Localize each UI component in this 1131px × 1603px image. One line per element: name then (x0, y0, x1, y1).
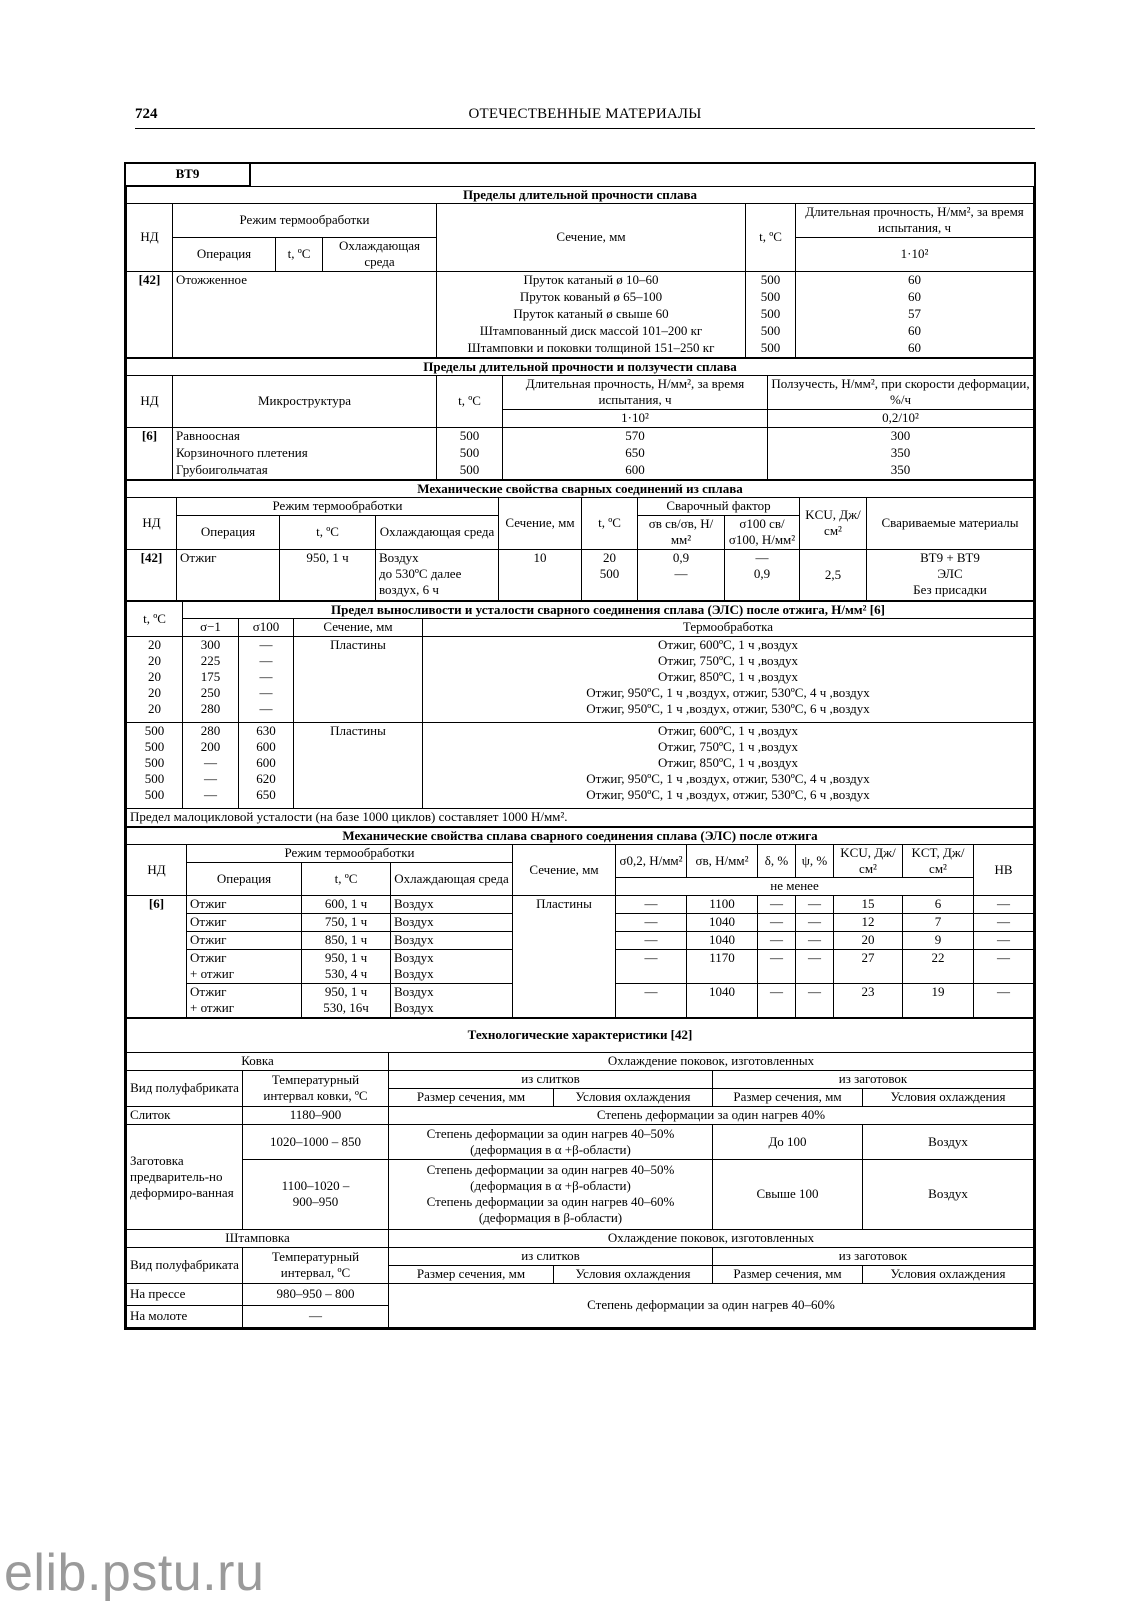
watermark: elib.pstu.ru (4, 1544, 265, 1602)
table-cell: Степень деформации за один нагрев 40% (389, 1106, 1034, 1124)
table-cell: — (796, 913, 834, 931)
col-header: Свариваемые материалы (867, 497, 1034, 549)
col-header: Размер сечения, мм (389, 1265, 554, 1283)
table-cell: 500 (746, 306, 796, 323)
section-title: Предел выносливости и усталости сварного соединения сплава (ЭЛС) после отжига, Н/мм² [6] (183, 601, 1034, 618)
section-title: Пределы длительной прочности и ползучести сплава (127, 358, 1034, 375)
table-cell: 500 (437, 445, 503, 462)
col-header: НД (127, 497, 177, 549)
table-cell: 500 (746, 289, 796, 306)
table-cell: — (796, 895, 834, 913)
table-cell: 850, 1 ч (302, 931, 391, 949)
alloy-data-sheet (124, 162, 1036, 1330)
table-cell: 1040 (687, 913, 758, 931)
table-cell: 350 (768, 462, 1034, 480)
col-header: Ползучесть, Н/мм², при скорости деформации, %/ч (768, 375, 1034, 409)
col-header: Условия охлаждения (863, 1265, 1034, 1283)
col-header: σ−1 (183, 618, 239, 636)
col-header: KCU, Дж/см² (800, 497, 867, 549)
col-header: Температурный интервал ковки, ºC (243, 1070, 389, 1106)
table-cell: 23 (834, 983, 903, 1017)
col-header: t, ºC (276, 237, 323, 271)
table-cell: — (974, 931, 1034, 949)
table-cell: Пластины (294, 722, 423, 808)
table-cell: — (974, 983, 1034, 1017)
table-cell: Воздух (863, 1159, 1034, 1229)
table-cell: 950, 1 ч 530, 4 ч (302, 949, 391, 983)
table-cell: Слиток (127, 1106, 243, 1124)
table-cell: Степень деформации за один нагрев 40–50% (деформация в α +β-области) (389, 1124, 713, 1159)
page-header (135, 106, 1035, 129)
col-header: Сварочный фактор (638, 497, 800, 515)
col-header: σ100 св/σ100, Н/мм² (725, 515, 800, 549)
table-cell: — (758, 913, 796, 931)
table-cell: Степень деформации за один нагрев 40–50% (деформация в α +β-области) Степень деформации за один нагрев 40–60% (деформация в β-области) (389, 1159, 713, 1229)
page-number: 724 (135, 106, 158, 122)
operation: Отжиг (177, 549, 280, 600)
table-cell: 60 (796, 271, 1034, 289)
table-cell: 1020–1000 – 850 (243, 1124, 389, 1159)
reference: [42] (127, 549, 177, 600)
weld-properties-table (126, 480, 1034, 601)
col-header: НД (127, 844, 187, 895)
section-title: Механические свойства сплава сварного соединения сплава (ЭЛС) после отжига (127, 827, 1034, 844)
table-cell: 1170 (687, 949, 758, 983)
col-header: δ, % (758, 844, 796, 877)
col-header: Условия охлаждения (554, 1088, 713, 1106)
table-cell: — (974, 913, 1034, 931)
table-cell: Воздух (391, 913, 513, 931)
fatigue-table (126, 601, 1034, 827)
table-cell: 980–950 – 800 (243, 1283, 389, 1305)
table-cell: 950, 1 ч 530, 16ч (302, 983, 391, 1017)
col-header: Охлаждающая среда (323, 237, 437, 271)
table-cell: — (758, 895, 796, 913)
table-cell: — (758, 949, 796, 983)
col-header: не менее (616, 877, 974, 895)
table-cell: 500 500 500 500 500 (127, 722, 183, 808)
col-header: σв, Н/мм² (687, 844, 758, 877)
table-cell: Отжиг (187, 913, 302, 931)
table-cell: — (796, 983, 834, 1017)
table-cell: 750, 1 ч (302, 913, 391, 931)
reference: [6] (127, 427, 173, 479)
table-cell: 570 (503, 427, 768, 445)
table-cell: — (796, 931, 834, 949)
table-cell: 500 (746, 271, 796, 289)
table-note: Предел малоцикловой усталости (на базе 1000 циклов) составляет 1000 Н/мм². (127, 808, 1034, 826)
welded-materials: ВТ9 + ВТ9 ЭЛС Без присадки (867, 549, 1034, 600)
col-header: Сечение, мм (499, 497, 582, 549)
table-cell: Пруток катаный ø свыше 60 (437, 306, 746, 323)
table-cell: 650 (503, 445, 768, 462)
reference: [6] (127, 895, 187, 1017)
col-header: 0,2/10² (768, 409, 1034, 427)
table-cell: 57 (796, 306, 1034, 323)
col-header: из слитков (389, 1247, 713, 1265)
col-header: Размер сечения, мм (713, 1265, 863, 1283)
col-header: t, ºC (127, 601, 183, 636)
col-header: Операция (187, 862, 302, 895)
table-cell: 1180–900 (243, 1106, 389, 1124)
col-header: Охлаждающая среда (391, 862, 513, 895)
table-cell: 20 20 20 20 20 (127, 636, 183, 722)
col-header: из заготовок (713, 1247, 1034, 1265)
table-cell: Воздух Воздух (391, 983, 513, 1017)
col-header: KCT, Дж/см² (903, 844, 974, 877)
table-cell: До 100 (713, 1124, 863, 1159)
col-header: t, ºC (437, 375, 503, 427)
col-header: Ковка (127, 1052, 389, 1070)
table-cell: На молоте (127, 1305, 243, 1327)
weld-factor-1: 0,9 — (638, 549, 725, 600)
table-cell: Пруток кованый ø 65–100 (437, 289, 746, 306)
table-cell: — (974, 895, 1034, 913)
creep-strength-table (126, 358, 1034, 480)
col-header: ψ, % (796, 844, 834, 877)
col-header: Размер сечения, мм (713, 1088, 863, 1106)
table-cell: 15 (834, 895, 903, 913)
table-cell: Отжиг, 600ºC, 1 ч ,воздух Отжиг, 750ºC, 1 ч ,воздух Отжиг, 850ºC, 1 ч ,воздух Отжиг, 950ºC, 1 ч ,воздух, отжиг, 530ºC, 4 ч ,воздух Отжиг, 950ºC, 1 ч ,воздух, отжиг, 530ºC, 6 ч ,воздух (423, 636, 1034, 722)
table-cell: — (616, 931, 687, 949)
reference: [42] (127, 271, 173, 357)
col-header: t, ºC (746, 203, 796, 271)
table-cell: Штампованный диск массой 101–200 кг (437, 323, 746, 340)
col-header: Микроструктура (173, 375, 437, 427)
table-cell: 1040 (687, 983, 758, 1017)
col-header: Длительная прочность, Н/мм², за время испытания, ч (796, 203, 1034, 237)
table-cell: Свыше 100 (713, 1159, 863, 1229)
table-cell: 350 (768, 445, 1034, 462)
table-cell: Штамповки и поковки толщиной 151–250 кг (437, 340, 746, 358)
col-header: Сечение, мм (437, 203, 746, 271)
running-title: ОТЕЧЕСТВЕННЫЕ МАТЕРИАЛЫ (468, 106, 702, 122)
table-cell: — — — — — (239, 636, 294, 722)
col-header: Операция (177, 515, 280, 549)
table-cell: 60 (796, 340, 1034, 358)
col-header: HB (974, 844, 1034, 895)
process-characteristics-table (126, 1018, 1034, 1328)
col-header: Термообработка (423, 618, 1034, 636)
table-cell: 12 (834, 913, 903, 931)
table-cell: 60 (796, 289, 1034, 306)
table-cell: 300 (768, 427, 1034, 445)
section-title: Механические свойства сварных соединений из сплава (127, 480, 1034, 497)
table-cell: 27 (834, 949, 903, 983)
table-cell: Отжиг, 600ºC, 1 ч ,воздух Отжиг, 750ºC, 1 ч ,воздух Отжиг, 850ºC, 1 ч ,воздух Отжиг, 950ºC, 1 ч ,воздух, отжиг, 530ºC, 4 ч ,воздух Отжиг, 950ºC, 1 ч ,воздух, отжиг, 530ºC, 6 ч ,воздух (423, 722, 1034, 808)
test-temperature: 20 500 (582, 549, 638, 600)
table-cell: 60 (796, 323, 1034, 340)
table-cell: Степень деформации за один нагрев 40–60% (389, 1283, 1034, 1327)
table-cell: 500 (437, 462, 503, 480)
table-cell: Воздух (863, 1124, 1034, 1159)
table-cell: Пластины (294, 636, 423, 722)
weld-factor-2: — 0,9 (725, 549, 800, 600)
col-header: 1·10² (503, 409, 768, 427)
table-cell: Равноосная (173, 427, 437, 445)
section-title: Технологические характеристики [42] (127, 1018, 1034, 1052)
kcu-value: 2,5 (800, 549, 867, 600)
table-cell: 300 225 175 250 280 (183, 636, 239, 722)
col-header: Сечение, мм (513, 844, 616, 895)
table-cell: — (616, 895, 687, 913)
table-cell: — (974, 949, 1034, 983)
col-header: Сечение, мм (294, 618, 423, 636)
table-cell: Воздух (391, 931, 513, 949)
table-cell: 6 (903, 895, 974, 913)
col-header: Вид полуфабриката (127, 1247, 243, 1283)
col-header: Охлаждение поковок, изготовленных (389, 1229, 1034, 1247)
col-header: НД (127, 203, 173, 271)
table-cell: 600 (503, 462, 768, 480)
table-cell: Отжиг (187, 931, 302, 949)
table-cell: На прессе (127, 1283, 243, 1305)
col-header: Условия охлаждения (863, 1088, 1034, 1106)
col-header: σ0,2, Н/мм² (616, 844, 687, 877)
col-header: 1·10² (796, 237, 1034, 271)
table-cell: 630 600 600 620 650 (239, 722, 294, 808)
section-title: Пределы длительной прочности сплава (127, 186, 1034, 203)
col-header: НД (127, 375, 173, 427)
table-cell: — (243, 1305, 389, 1327)
table-cell: Пруток катаный ø 10–60 (437, 271, 746, 289)
temperature: 950, 1 ч (280, 549, 376, 600)
col-header: σ100 (239, 618, 294, 636)
table-cell: Воздух (391, 895, 513, 913)
col-header: t, ºC (302, 862, 391, 895)
table-cell: 500 (746, 340, 796, 358)
col-header: Режим термообработки (173, 203, 437, 237)
col-header: Охлаждающая среда (376, 515, 499, 549)
col-header: Штамповка (127, 1229, 389, 1247)
col-header: t, ºC (582, 497, 638, 549)
alloy-label-table (126, 164, 1034, 186)
table-cell: 1100–1020 – 900–950 (243, 1159, 389, 1229)
col-header: из заготовок (713, 1070, 1034, 1088)
table-cell: Корзиночного плетения (173, 445, 437, 462)
col-header: Режим термообработки (187, 844, 513, 862)
table-cell: Отжиг (187, 895, 302, 913)
table-cell: — (616, 949, 687, 983)
col-header: Размер сечения, мм (389, 1088, 554, 1106)
col-header: Температурный интервал, ºC (243, 1247, 389, 1283)
col-header: из слитков (389, 1070, 713, 1088)
cooling-medium: Воздух до 530ºC далее воздух, 6 ч (376, 549, 499, 600)
col-header: Условия охлаждения (554, 1265, 713, 1283)
alloy-name: ВТ9 (126, 164, 250, 185)
table-cell: Отжиг + отжиг (187, 983, 302, 1017)
table-cell: 280 200 — — — (183, 722, 239, 808)
col-header: Вид полуфабриката (127, 1070, 243, 1106)
table-cell: 600, 1 ч (302, 895, 391, 913)
table-cell: — (796, 949, 834, 983)
col-header: Длительная прочность, Н/мм², за время испытания, ч (503, 375, 768, 409)
table-cell: Заготовка предваритель-но деформиро-ванная (127, 1124, 243, 1229)
col-header: t, ºC (280, 515, 376, 549)
col-header: Операция (173, 237, 276, 271)
col-header: Режим термообработки (177, 497, 499, 515)
table-cell: Грубоигольчатая (173, 462, 437, 480)
table-cell: — (758, 931, 796, 949)
table-cell: 1040 (687, 931, 758, 949)
table-cell: 22 (903, 949, 974, 983)
table-cell: 500 (437, 427, 503, 445)
table-cell: 9 (903, 931, 974, 949)
section-size: 10 (499, 549, 582, 600)
weld-mechanical-table (126, 827, 1034, 1018)
col-header: Охлаждение поковок, изготовленных (389, 1052, 1034, 1070)
table-cell: Отжиг + отжиг (187, 949, 302, 983)
creep-rupture-table (126, 186, 1034, 358)
col-header: KCU, Дж/см² (834, 844, 903, 877)
table-cell: 7 (903, 913, 974, 931)
table-cell: Воздух Воздух (391, 949, 513, 983)
table-cell: 1100 (687, 895, 758, 913)
table-cell: — (616, 983, 687, 1017)
col-header: σв св/σв, Н/мм² (638, 515, 725, 549)
table-cell: — (616, 913, 687, 931)
table-cell: 19 (903, 983, 974, 1017)
table-cell: 20 (834, 931, 903, 949)
operation: Отожженное (173, 271, 437, 357)
table-cell: — (758, 983, 796, 1017)
table-cell: 500 (746, 323, 796, 340)
section-size: Пластины (513, 895, 616, 1017)
